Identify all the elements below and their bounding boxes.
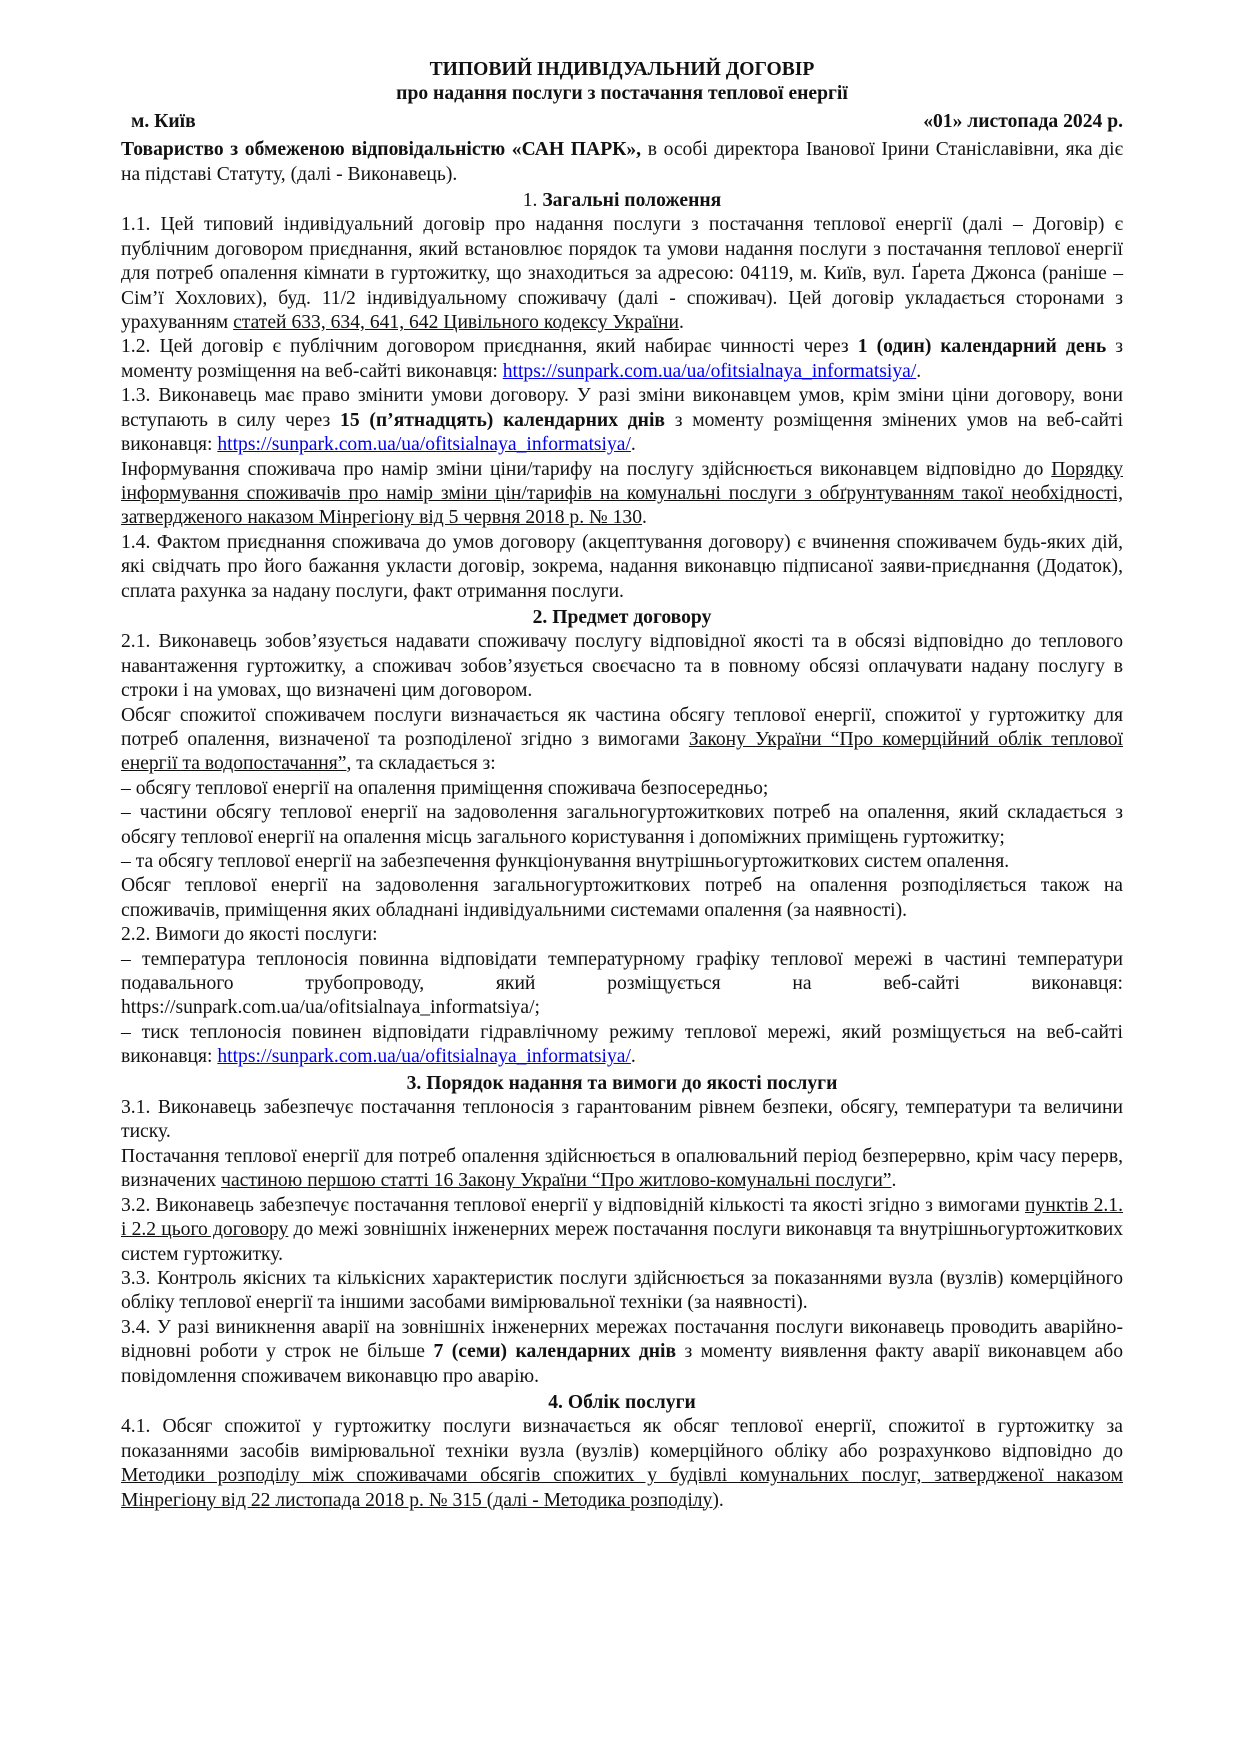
company-name: Товариство з обмеженою відповідальністю «САН ПАРК», [121,139,642,161]
list-item: – та обсягу теплової енергії на забезпечення функціонування внутрішньогуртожиткових систем опалення. [121,851,1010,872]
civil-code-reference: статей 633, 634, 641, 642 Цивільного кодексу України [233,312,680,334]
clause-text: . [630,434,636,456]
sunpark-link[interactable]: https://sunpark.com.ua/ua/ofitsialnaya_informatsiya/ [217,1046,631,1068]
clause-2-distribution: Обсяг теплової енергії на задоволення загальногуртожиткових потреб на опалення розподіляється також на споживачів, приміщення яких обладнані індивідуальними системами опалення (за наявності). [121,875,1123,921]
clause-bold: 15 (п’ятнадцять) календарних днів [340,409,665,431]
clause-text: з моменту розміщення на веб-сайті виконавця: [121,336,1123,382]
clause-text: Постачання теплової енергії для потреб опалення здійснюється в опалювальний період безперервно, крім часу перерв, визначених [121,1145,1123,1192]
clause-text: Обсяг спожитої споживачем послуги визначається як частина обсягу теплової енергії, спожитої у гуртожитку для потреб опалення, визначеної та розподіленої згідно з вимогами [121,704,1123,750]
clause-4-1 [121,1415,1123,1513]
clause-3-3: 3.3. Контроль якісних та кількісних характеристик послуги здійснюється за показаннями вузла (вузлів) комерційного обліку теплової енергії та іншими засобами вимірювальної техніки (за наявності). [121,1267,1123,1314]
document-title: ТИПОВИЙ ІНДИВІДУАЛЬНИЙ ДОГОВІР [429,59,815,80]
clause-1-3-info [121,458,1123,531]
clause-text: 1.1. Цей типовий індивідуальний договір про надання послуги з постачання теплової енергії (далі – Договір) є публічним договором приєднання, який встановлює порядок та умови надання послуги з постачання теплової енергії для потреб опалення кімнати в гуртожитку, що знаходиться за адресою: 04119, м. Київ, вул. Ґарета Джонса (раніше – Сім’ї Хохлових), буд. 11/2 індивідуальному споживачу (далі - споживач). Цей договір укладається сторонами з урахуванням [121,214,1123,334]
methodology-reference: Методики розподілу між споживачами обсягів спожитих у будівлі комунальних послуг, затвердженої наказом Мінрегіону від 22 листопада 2018 р. № 315 (далі - Методика розподілу) [121,1465,1123,1511]
clause-text: . [916,360,922,382]
clause-text: Інформування споживача про намір зміни ціни/тарифу на послугу здійснюється виконавцем відповідно до [121,458,1052,480]
clause-text: . [630,1046,636,1068]
clause-1-1 [121,213,1123,335]
clause-text: 1.2. Цей договір є публічним договором приєднання, який набирає чинності через [121,336,858,358]
clause-2-volume [121,704,1123,777]
clause-text: до межі зовнішніх інженерних мереж постачання послуги виконавця та внутрішньогуртожиткових систем гуртожитку. [121,1219,1123,1265]
section-1-heading [121,189,1123,213]
contract-date: «01» листопада 2024 р. [923,110,1123,132]
clause-1-4: 1.4. Фактом приєднання споживача до умов договору (акцептування договору) є вчинення споживачем будь-яких дій, які свідчать про його бажання укласти договір, зокрема, надання виконавцю підписаної заяви-приєднання (Додаток), сплата рахунка за надану послуги, факт отримання послуги. [121,531,1123,602]
city: м. Київ [131,110,196,132]
law-reference: Закону України “Про комерційний облік теплової енергії та водопостачання” [121,728,1123,775]
clause-reference: пунктів 2.1. і 2.2 цього договору [121,1194,1124,1241]
parties-paragraph [121,138,1123,187]
section-1-title: Загальні положення [542,190,722,212]
parties-text: в особі директора Іванової Ірини Станіславівни, яка діє на підставі Статуту, (далі - Виконавець). [121,139,1123,185]
clause-text: 3.2. Виконавець забезпечує постачання теплової енергії у відповідній кількості та якості згідно з вимогами [121,1194,1026,1216]
clause-3-4 [121,1316,1123,1389]
section-4-heading [121,1391,1123,1415]
law-reference: частиною першою статті 16 Закону України “Про житлово-комунальні послуги” [221,1170,892,1192]
contract-document [121,58,1123,1513]
clause-2-2: 2.2. Вимоги до якості послуги: [121,924,378,946]
clause-2-2-pressure [121,1021,1123,1070]
clause-text: , та складається з: [346,753,496,775]
clause-text: з моменту розміщення змінених умов на веб-сайті виконавця: [121,409,1124,456]
place-date-row [121,110,1123,134]
sunpark-link[interactable]: https://sunpark.com.ua/ua/ofitsialnaya_informatsiya/ [217,434,631,456]
clause-2-1: 2.1. Виконавець зобов’язується надавати споживачу послугу відповідної якості та в обсязі відповідно до теплового навантаження гуртожитку, а споживач зобов’язується своєчасно та в повному обсязі оплачувати надану послугу в строки і на умовах, що визначені цим договором. [121,631,1123,702]
section-2-heading [121,606,1123,630]
clause-1-2 [121,335,1123,384]
clause-text: 1.3. Виконавець має право змінити умови договору. У разі зміни виконавцем умов, крім зміни ціни договору, вони вступають в силу через [121,385,1123,431]
clause-text: . [891,1170,897,1192]
clause-1-3 [121,384,1123,457]
clause-text: 4.1. Обсяг спожитої у гуртожитку послуги визначається як обсяг теплової енергії, спожитої в гуртожитку за показаннями засобів вимірювальної техніки вузла (вузлів) комерційного обліку або розрахунково відповідно до [121,1416,1123,1462]
section-2-title: 2. Предмет договору [532,606,712,628]
clause-text: 3.4. У разі виникнення аварії на зовнішніх інженерних мережах постачання послуги виконавець проводить аварійно-відновні роботи у строк не більше [121,1316,1123,1363]
section-3-title: 3. Порядок надання та вимоги до якості послуги [406,1072,838,1094]
section-4-title: 4. Облік послуги [548,1391,696,1413]
section-1-number: 1. [522,190,543,212]
clause-3-1-supply [121,1145,1123,1194]
list-item: – обсягу теплової енергії на опалення приміщення споживача безпосередньо; [121,777,769,799]
clause-text: – тиск теплоносія повинен відповідати гідравлічному режиму теплової мережі, який розміщується на веб-сайті виконавця: [121,1021,1123,1068]
clause-text: . [679,312,684,334]
clause-bold: 7 (семи) календарних днів [433,1341,677,1363]
list-item: – частини обсягу теплової енергії на задоволення загальногуртожиткових потреб на опалення, який складається з обсягу теплової енергії на опалення місць загального користування і допоміжних приміщень гуртожитку; [121,802,1123,848]
document-subtitle: про надання послуги з постачання теплової енергії [396,83,848,105]
clause-3-2 [121,1194,1123,1267]
sunpark-link[interactable]: https://sunpark.com.ua/ua/ofitsialnaya_informatsiya/ [502,360,917,382]
clause-bold: 1 (один) календарний день [857,336,1107,358]
clause-3-1: 3.1. Виконавець забезпечує постачання теплоносія з гарантованим рівнем безпеки, обсягу, температури та величини тиску. [121,1097,1123,1143]
clause-text: . [718,1489,724,1511]
clause-text: . [642,507,647,529]
clause-text: з моменту виявлення факту аварії виконавцем або повідомлення споживачем виконавцю про аварію. [121,1341,1123,1387]
clause-2-2-temperature: – температура теплоносія повинна відповідати температурному графіку теплової мережі в частині температури подавального трубопроводу, який розміщується на веб-сайті виконавця: [121,948,1123,995]
minregion-order-reference: Порядку інформування споживачів про намір зміни цін/тарифів на комунальні послуги з обґрунтуванням такої необхідності, затвердженого наказом Мінрегіону від 5 червня 2018 р. № 130 [121,458,1123,529]
section-3-heading [121,1072,1123,1096]
clause-2-2-temperature-url: https://sunpark.com.ua/ua/ofitsialnaya_informatsiya/; [121,997,540,1019]
